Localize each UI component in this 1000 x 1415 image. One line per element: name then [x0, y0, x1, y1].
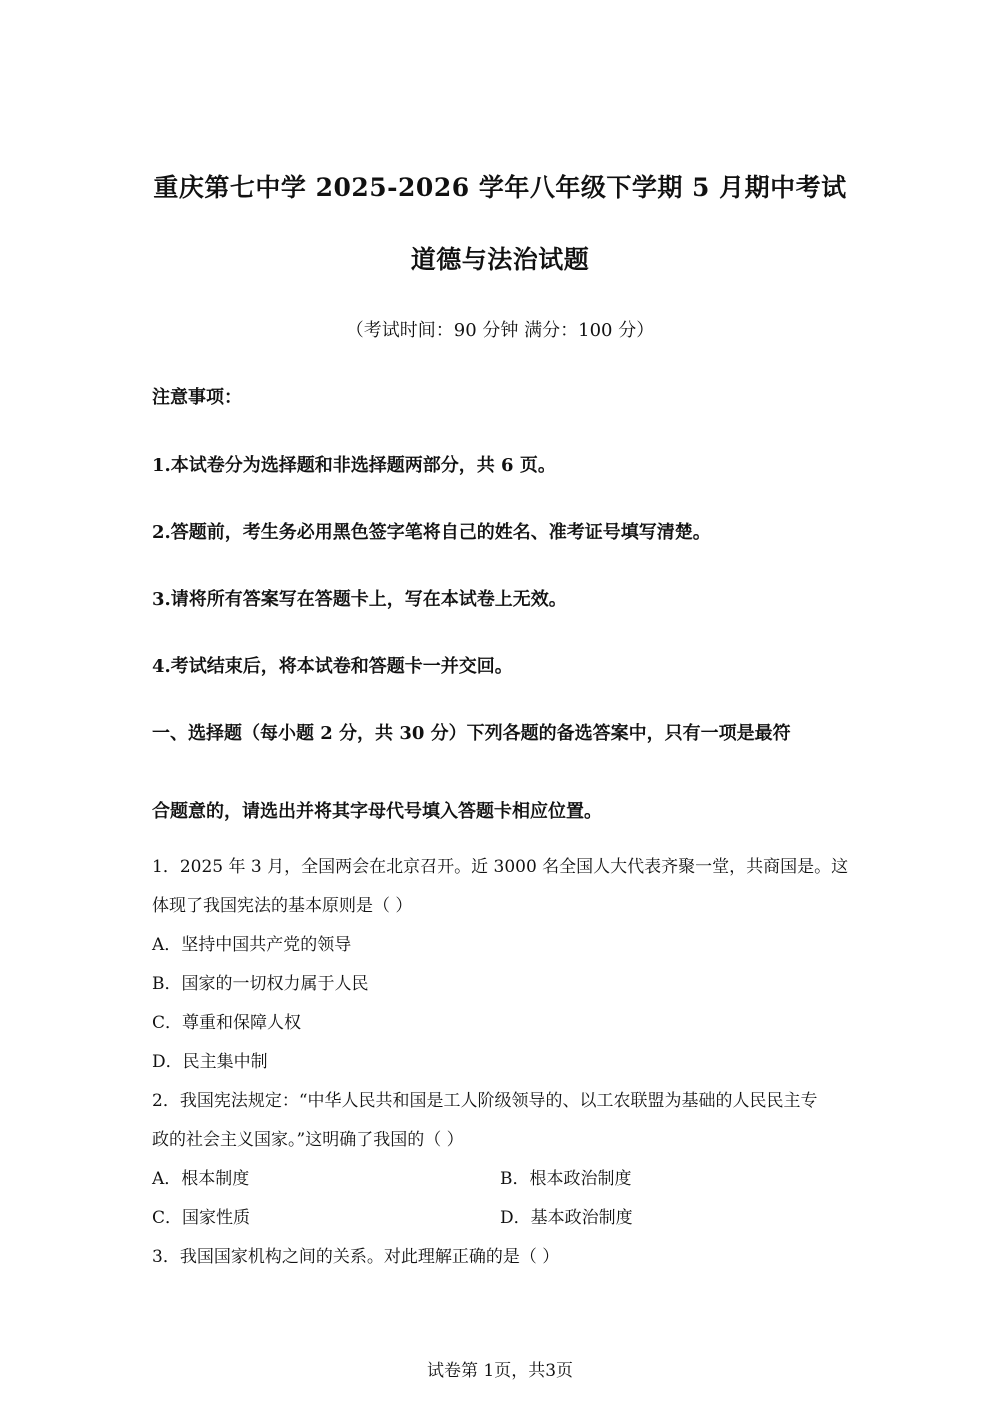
section1-heading-line2: 合题意的，请选出并将其字母代号填入答题卡相应位置。 — [152, 801, 602, 822]
question-1-option-c: C．尊重和保障人权 — [152, 1013, 302, 1033]
note-item-4: 4.考试结束后，将本试卷和答题卡一并交回。 — [152, 656, 513, 677]
page-footer: 试卷第 1页，共3页 — [426, 1361, 574, 1381]
exam-title-line1: 重庆第七中学 2025-2026 学年八年级下学期 5 月期中考试 — [153, 173, 847, 202]
question-1-stem-line1: 1．2025 年 3 月，全国两会在北京召开。近 3000 名全国人大代表齐聚一堂，共商国是。这 — [152, 857, 849, 877]
note-item-2: 2.答题前，考生务必用黑色签字笔将自己的姓名、准考证号填写清楚。 — [152, 522, 711, 543]
question-1-stem-line2: 体现了我国宪法的基本原则是（ ） — [152, 896, 413, 916]
note-item-1: 1.本试卷分为选择题和非选择题两部分，共 6 页。 — [152, 455, 556, 476]
question-2-stem-line2: 政的社会主义国家。”这明确了我国的（ ） — [152, 1130, 464, 1150]
question-1-option-d: D．民主集中制 — [152, 1052, 268, 1072]
notes-heading: 注意事项： — [152, 387, 242, 408]
exam-title-line2: 道德与法治试题 — [410, 245, 590, 274]
question-2-option-b: B．根本政治制度 — [500, 1169, 632, 1189]
question-2-option-d: D．基本政治制度 — [500, 1208, 633, 1228]
section1-heading-line1: 一、选择题（每小题 2 分，共 30 分）下列各题的备选答案中，只有一项是最符 — [152, 723, 791, 744]
question-1-option-a: A．坚持中国共产党的领导 — [152, 935, 352, 955]
note-item-3: 3.请将所有答案写在答题卡上，写在本试卷上无效。 — [152, 589, 567, 610]
question-2-option-c: C．国家性质 — [152, 1208, 251, 1228]
exam-info: （考试时间：90 分钟 满分：100 分） — [345, 320, 655, 341]
question-3-stem-line1: 3．我国国家机构之间的关系。对此理解正确的是（ ） — [152, 1247, 560, 1267]
question-2-stem-line1: 2．我国宪法规定：“中华人民共和国是工人阶级领导的、以工农联盟为基础的人民民主专 — [152, 1091, 818, 1111]
question-2-option-a: A．根本制度 — [152, 1169, 250, 1189]
question-1-option-b: B．国家的一切权力属于人民 — [152, 974, 369, 994]
